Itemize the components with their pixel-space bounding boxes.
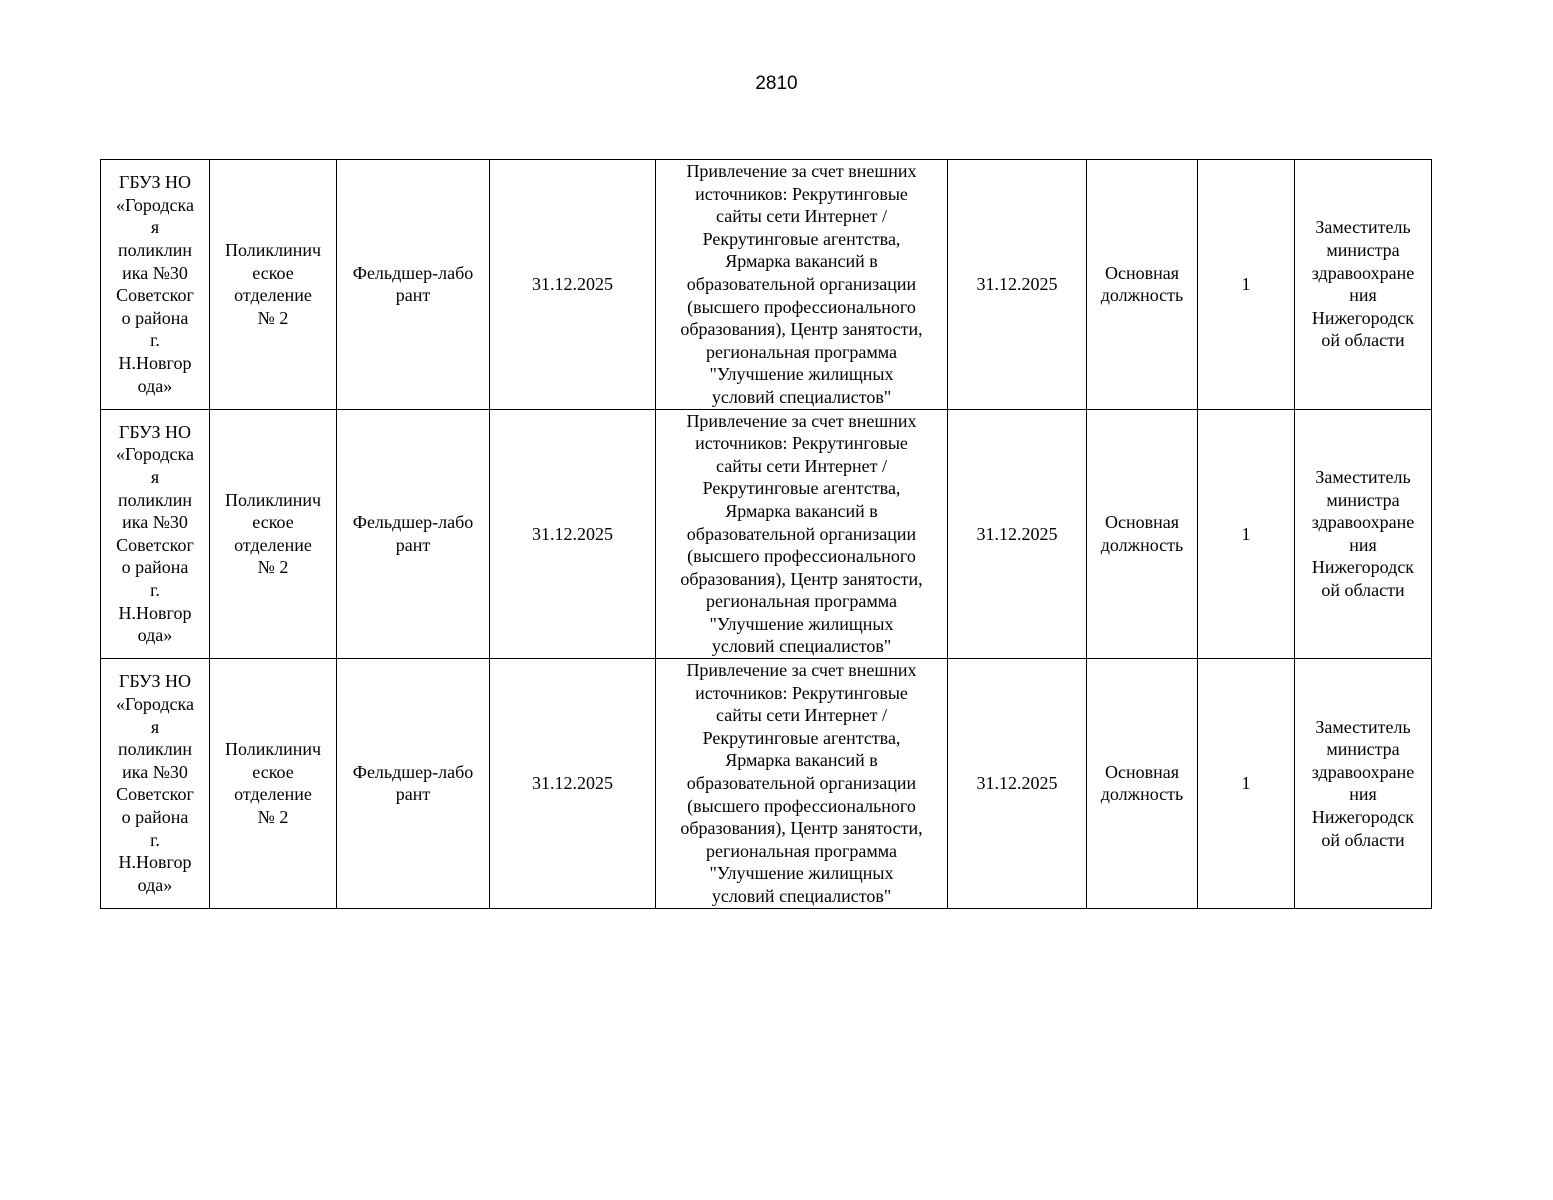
organization-cell: ГБУЗ НО «Городска я поликлин ика №30 Советског о района г. Н.Новгор ода»	[101, 160, 210, 410]
organization-cell: ГБУЗ НО «Городска я поликлин ика №30 Советског о района г. Н.Новгор ода»	[101, 659, 210, 909]
position-cell: Фельдшер-лабо рант	[337, 160, 490, 410]
responsible-cell: Заместитель министра здравоохране ния Нижегородск ой области	[1295, 659, 1432, 909]
target-date-cell: 31.12.2025	[948, 659, 1087, 909]
recruitment-method-cell: Привлечение за счет внешних источников: Рекрутинговые сайты сети Интернет / Рекрутинговые агентства, Ярмарка вакансий в образовательной организации (высшего профессионального образования), Центр занятости, региональная программа "Улучшение жилищных условий специалистов"	[656, 409, 948, 659]
organization-cell: ГБУЗ НО «Городска я поликлин ика №30 Советског о района г. Н.Новгор ода»	[101, 409, 210, 659]
count-cell: 1	[1198, 409, 1295, 659]
target-date-cell: 31.12.2025	[948, 409, 1087, 659]
count-cell: 1	[1198, 160, 1295, 410]
position-type-cell: Основная должность	[1087, 659, 1198, 909]
recruitment-method-cell: Привлечение за счет внешних источников: Рекрутинговые сайты сети Интернет / Рекрутинговые агентства, Ярмарка вакансий в образовательной организации (высшего профессионального образования), Центр занятости, региональная программа "Улучшение жилищных условий специалистов"	[656, 659, 948, 909]
position-type-cell: Основная должность	[1087, 160, 1198, 410]
department-cell: Поликлинич еское отделение № 2	[210, 160, 337, 410]
vacancy-table	[100, 159, 1432, 909]
deadline-date-cell: 31.12.2025	[490, 659, 656, 909]
deadline-date-cell: 31.12.2025	[490, 160, 656, 410]
department-cell: Поликлинич еское отделение № 2	[210, 409, 337, 659]
position-cell: Фельдшер-лабо рант	[337, 659, 490, 909]
table-row	[101, 659, 1432, 909]
table-row	[101, 160, 1432, 410]
table-row	[101, 409, 1432, 659]
responsible-cell: Заместитель министра здравоохране ния Нижегородск ой области	[1295, 409, 1432, 659]
responsible-cell: Заместитель министра здравоохране ния Нижегородск ой области	[1295, 160, 1432, 410]
department-cell: Поликлинич еское отделение № 2	[210, 659, 337, 909]
deadline-date-cell: 31.12.2025	[490, 409, 656, 659]
position-type-cell: Основная должность	[1087, 409, 1198, 659]
recruitment-method-cell: Привлечение за счет внешних источников: Рекрутинговые сайты сети Интернет / Рекрутинговые агентства, Ярмарка вакансий в образовательной организации (высшего профессионального образования), Центр занятости, региональная программа "Улучшение жилищных условий специалистов"	[656, 160, 948, 410]
count-cell: 1	[1198, 659, 1295, 909]
target-date-cell: 31.12.2025	[948, 160, 1087, 410]
position-cell: Фельдшер-лабо рант	[337, 409, 490, 659]
page-number: 2810	[755, 73, 798, 94]
